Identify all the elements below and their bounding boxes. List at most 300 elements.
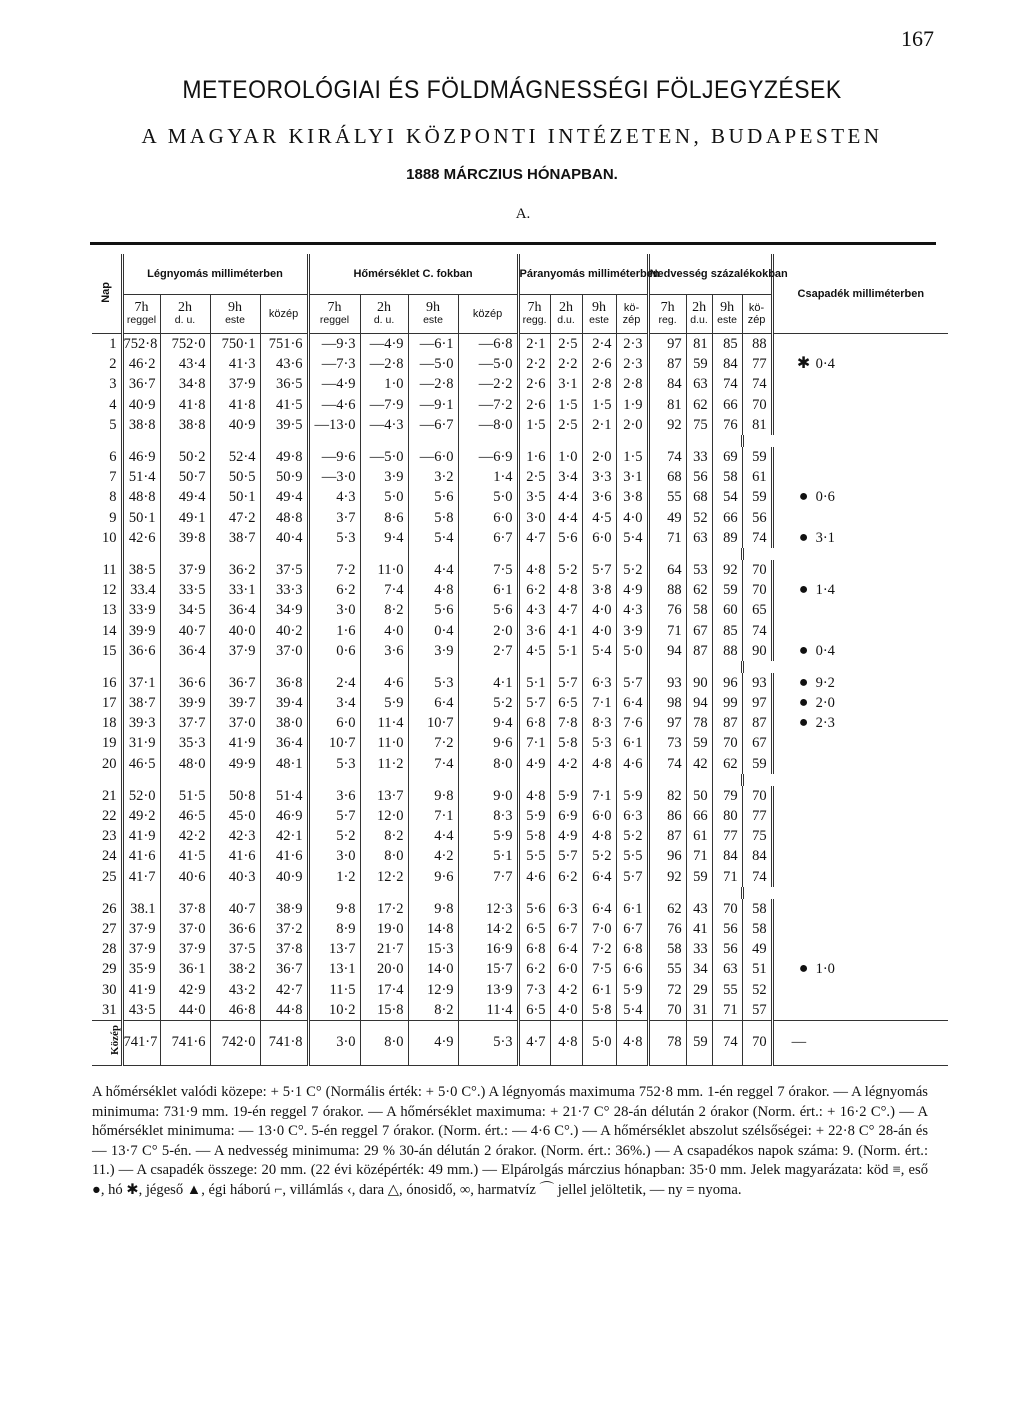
vapour-cell: 5·5 (616, 846, 648, 866)
vapour-cell: 1·6 (518, 447, 550, 467)
period-label: regg. (522, 314, 547, 326)
pressure-cell: 50·2 (160, 447, 210, 467)
humidity-cell: 97 (742, 693, 772, 713)
temperature-cell: 1·2 (308, 867, 360, 887)
rain-icon: ● (798, 488, 809, 506)
vapour-cell: 2·6 (518, 374, 550, 394)
pressure-cell: 41·3 (210, 354, 260, 374)
temperature-cell: 5·8 (408, 508, 458, 528)
temperature-cell: —6·0 (408, 447, 458, 467)
pressure-cell: 46·5 (122, 754, 160, 774)
humidity-cell: 84 (712, 354, 742, 374)
temperature-cell: 5·2 (308, 826, 360, 846)
humidity-cell: 66 (686, 806, 712, 826)
pressure-cell: 43·5 (122, 1000, 160, 1021)
pressure-cell: 37·0 (210, 713, 260, 733)
temperature-cell: 12·3 (458, 899, 518, 919)
spacer-cell (122, 435, 160, 447)
pressure-cell: 33.4 (122, 580, 160, 600)
vapour-cell: 5·2 (582, 846, 616, 866)
pressure-cell: 50·8 (210, 786, 260, 806)
humidity-cell: 70 (648, 1000, 686, 1021)
temperature-cell: 11·0 (360, 560, 408, 580)
pressure-cell: 41·9 (122, 826, 160, 846)
humidity-cell: 68 (648, 467, 686, 487)
pressure-cell: 38·0 (260, 713, 308, 733)
average-value: 5·3 (458, 1020, 518, 1065)
temperature-cell: —9·1 (408, 395, 458, 415)
precipitation-amount: 2·3 (815, 715, 835, 732)
vapour-cell: 5·2 (616, 826, 648, 846)
spacer-cell (408, 774, 458, 786)
pressure-cell: 46·8 (210, 1000, 260, 1021)
temperature-cell: 7·2 (408, 733, 458, 753)
temperature-cell: 12·0 (360, 806, 408, 826)
table-row (92, 528, 948, 548)
temperature-cell: —13·0 (308, 415, 360, 435)
spacer-cell (686, 887, 712, 899)
vapour-cell: 6·3 (616, 806, 648, 826)
pressure-cell: 40·9 (260, 867, 308, 887)
pressure-cell: 37·9 (160, 560, 210, 580)
spacer-cell (408, 661, 458, 673)
temperature-cell: —3·0 (308, 467, 360, 487)
hour-label: 7h (134, 300, 149, 315)
spacer-cell (360, 661, 408, 673)
humidity-cell: 88 (712, 641, 742, 661)
summary-text: A hőmérséklet valódi közepe: + 5·1 C° (Normális érték: + 5·0 C°.) A légnyomás maximuma 752·8 mm. 1-én reggel 7 órakor. — A légnyomás minimuma: 731·9 mm. 19-én reggel 7 órakor. — A hőmérséklet maximuma: + 21·7 C° 28-án délután 2 órakor (Norm. ért.: + 16·2 C°.) — A hőmérséklet minimuma: — 13·0 C°. 5-én reggel 7 órakor. (Norm. ért.: — 4·6 C°.) — A hőmérséklet abszolut szélsőségei: + 22·8 C° 28-án és — 13·7 C° 5-én. — A nedvesség minimuma: 29 % 30-án délután 2 órakor. (Norm. ért.: 36%.) — A csapadékos napok száma: 9. (Norm. ért.: 11.) — A csapadék összege: 20 mm. (22 évi középérték: 49 mm.) — Elpárolgás márczius hónapban: 35·0 mm. Jelek magyarázata: köd ≡, eső ●, hó ✱, jégeső ▲, égi háború ⌐, villámlás ‹, dara △, ónosidő, ∞, harmatvíz ⌒ jellel jelöltetik, — ny = nyoma. (92, 1084, 928, 1198)
pressure-9h-header (210, 295, 260, 334)
spacer-cell (260, 548, 308, 560)
table-row (92, 580, 948, 600)
humidity-cell: 81 (742, 415, 772, 435)
vapour-cell: 5·9 (518, 806, 550, 826)
vapour-cell: 8·3 (582, 713, 616, 733)
day-number: 9 (109, 509, 117, 526)
period-label: este (225, 314, 245, 326)
pressure-cell: 41·6 (210, 846, 260, 866)
humidity-cell: 70 (742, 395, 772, 415)
spacer-cell (260, 774, 308, 786)
period-label: d.u. (557, 314, 575, 326)
temperature-cell: —7·3 (308, 354, 360, 374)
vapour-cell: 6·0 (582, 806, 616, 826)
humidity-cell: 56 (742, 508, 772, 528)
spacer-cell (616, 548, 648, 560)
pressure-cell: 751·6 (260, 334, 308, 355)
humidity-cell: 88 (742, 334, 772, 355)
table-row (92, 447, 948, 467)
spacer-cell (518, 774, 550, 786)
humidity-cell: 74 (648, 447, 686, 467)
average-value: 59 (686, 1020, 712, 1065)
spacer-cell (408, 548, 458, 560)
humidity-cell: 66 (712, 395, 742, 415)
spacer-cell (458, 774, 518, 786)
spacer-cell (712, 887, 742, 899)
spacer-cell (210, 548, 260, 560)
humidity-mean-header: kö-zép (742, 295, 772, 334)
vapour-cell: 2·1 (582, 415, 616, 435)
vapour-cell: 5·0 (616, 641, 648, 661)
humidity-cell: 63 (712, 959, 742, 979)
temperature-cell: 5·2 (458, 693, 518, 713)
precipitation-cell (772, 580, 948, 600)
vapour-cell: 3·9 (616, 620, 648, 640)
temperature-cell: 9·8 (308, 899, 360, 919)
pressure-cell: 39·9 (160, 693, 210, 713)
temperature-cell: 5·3 (308, 528, 360, 548)
spacer-cell (160, 774, 210, 786)
table-row (92, 919, 948, 939)
pressure-cell: 49·4 (260, 487, 308, 507)
spacer-cell (260, 887, 308, 899)
vapour-2h-header (550, 295, 582, 334)
temperature-cell: 4·0 (360, 620, 408, 640)
temperature-header: Hőmérséklet C. fokban (308, 254, 518, 295)
table-row (92, 979, 948, 999)
temperature-cell: 4·4 (408, 560, 458, 580)
humidity-cell: 59 (742, 754, 772, 774)
vapour-cell: 6·2 (550, 867, 582, 887)
humidity-7h-header (648, 295, 686, 334)
vapour-cell: 4·0 (616, 508, 648, 528)
spacer-cell (260, 661, 308, 673)
pressure-cell: 50·1 (210, 487, 260, 507)
spacer-cell (308, 887, 360, 899)
humidity-cell: 67 (686, 620, 712, 640)
temperature-cell: —8·0 (458, 415, 518, 435)
humidity-cell: 74 (742, 867, 772, 887)
pressure-cell: 41·9 (122, 979, 160, 999)
pressure-cell: 37·8 (160, 899, 210, 919)
period-label: d.u. (690, 314, 708, 326)
spacer-cell (686, 435, 712, 447)
temperature-cell: —5·0 (360, 447, 408, 467)
humidity-cell: 90 (686, 673, 712, 693)
pressure-cell: 42·7 (260, 979, 308, 999)
pressure-cell: 37·0 (260, 641, 308, 661)
pressure-cell: 39·3 (122, 713, 160, 733)
humidity-cell: 99 (712, 693, 742, 713)
vapour-cell: 7·1 (518, 733, 550, 753)
temperature-cell: 3·4 (308, 693, 360, 713)
humidity-cell: 70 (712, 899, 742, 919)
precipitation-amount: 0·4 (815, 356, 835, 373)
humidity-cell: 74 (712, 374, 742, 394)
vapour-7h-header (518, 295, 550, 334)
temperature-cell: 0·6 (308, 641, 360, 661)
pressure-cell: 40·3 (210, 867, 260, 887)
pressure-cell: 40·7 (210, 899, 260, 919)
temperature-cell: 11·4 (458, 1000, 518, 1021)
precipitation-cell (772, 354, 948, 374)
average-value: 78 (648, 1020, 686, 1065)
pressure-cell: 40·6 (160, 867, 210, 887)
vapour-cell: 5·6 (518, 899, 550, 919)
temperature-cell: 13·1 (308, 959, 360, 979)
pressure-cell: 41·8 (160, 395, 210, 415)
pressure-cell: 38·7 (210, 528, 260, 548)
vapour-cell: 4·2 (550, 754, 582, 774)
vapour-cell: 6·1 (616, 899, 648, 919)
temperature-cell: 9·4 (360, 528, 408, 548)
period-label: este (589, 314, 609, 326)
day-number: 7 (109, 469, 117, 486)
pressure-cell: 41·6 (122, 846, 160, 866)
humidity-cell: 71 (648, 620, 686, 640)
precipitation-cell (772, 673, 948, 693)
table-row (92, 693, 948, 713)
vapour-cell: 3·5 (518, 487, 550, 507)
spacer-cell (458, 661, 518, 673)
temperature-cell: 17·2 (360, 899, 408, 919)
temperature-cell: —6·9 (458, 447, 518, 467)
temperature-cell: 17·4 (360, 979, 408, 999)
humidity-cell: 94 (686, 693, 712, 713)
vapour-cell: 4·9 (616, 580, 648, 600)
precipitation-cell (772, 600, 948, 620)
precipitation-header: Csapadék milliméterben (772, 254, 948, 334)
spacer-cell (360, 774, 408, 786)
vapour-cell: 6·0 (582, 528, 616, 548)
average-label: Közép (108, 1025, 121, 1056)
humidity-cell: 59 (712, 580, 742, 600)
temperature-cell: 11·5 (308, 979, 360, 999)
day-number: 13 (102, 602, 117, 619)
vapour-cell: 5·7 (616, 867, 648, 887)
temperature-cell: 5·6 (458, 600, 518, 620)
pressure-cell: 752·0 (160, 334, 210, 355)
table-row (92, 374, 948, 394)
pressure-cell: 39·9 (122, 620, 160, 640)
pressure-cell: 43·2 (210, 979, 260, 999)
pressure-cell: 38·2 (210, 959, 260, 979)
temperature-cell: 9·4 (458, 713, 518, 733)
day-number: 17 (102, 695, 117, 712)
average-row (92, 1020, 948, 1065)
day-header (92, 254, 122, 334)
humidity-cell: 71 (712, 867, 742, 887)
period-label: este (423, 314, 443, 326)
pressure-cell: 51·5 (160, 786, 210, 806)
average-value: 74 (712, 1020, 742, 1065)
pressure-cell: 37·9 (210, 641, 260, 661)
spacer-cell (210, 435, 260, 447)
period-label: reggel (319, 314, 350, 326)
vapour-cell: 2·0 (616, 415, 648, 435)
vapour-cell: 3·0 (518, 508, 550, 528)
humidity-cell: 59 (686, 867, 712, 887)
pressure-cell: 40·4 (260, 528, 308, 548)
spacer-cell (122, 774, 160, 786)
temperature-cell: —9·3 (308, 334, 360, 355)
day-number: 20 (102, 755, 117, 772)
temperature-cell: 14·8 (408, 919, 458, 939)
humidity-cell: 41 (686, 919, 712, 939)
pressure-7h-header (122, 295, 160, 334)
humidity-cell: 59 (686, 354, 712, 374)
table-row (92, 487, 948, 507)
temperature-cell: 21·7 (360, 939, 408, 959)
humidity-cell: 52 (742, 979, 772, 999)
humidity-cell: 66 (712, 508, 742, 528)
temperature-cell: 5·7 (308, 806, 360, 826)
spacer-cell (160, 661, 210, 673)
temperature-cell: 4·2 (408, 846, 458, 866)
table-row (92, 395, 948, 415)
humidity-cell: 75 (686, 415, 712, 435)
humidity-cell: 79 (712, 786, 742, 806)
spacer-cell (160, 435, 210, 447)
average-label-cell (92, 1020, 122, 1065)
spacer-cell (92, 774, 122, 786)
spacer-cell (92, 548, 122, 560)
pressure-cell: 36·1 (160, 959, 210, 979)
rain-icon: ● (798, 673, 809, 691)
day-number: 23 (102, 828, 117, 845)
spacer-cell (616, 774, 648, 786)
vapour-cell: 4·0 (550, 1000, 582, 1021)
spacer-cell (712, 774, 742, 786)
temperature-cell: —2·8 (408, 374, 458, 394)
temperature-cell: —4·6 (308, 395, 360, 415)
temperature-cell: 3·9 (360, 467, 408, 487)
pressure-cell: 48·1 (260, 754, 308, 774)
temperature-cell: 6·7 (458, 528, 518, 548)
humidity-cell: 49 (742, 939, 772, 959)
temperature-cell: 8·9 (308, 919, 360, 939)
pressure-cell: 37·2 (260, 919, 308, 939)
vapour-cell: 5·8 (582, 1000, 616, 1021)
temperature-cell: 19·0 (360, 919, 408, 939)
precipitation-cell (772, 395, 948, 415)
temperature-cell: 3·6 (308, 786, 360, 806)
humidity-cell: 60 (712, 600, 742, 620)
temperature-cell: 3·6 (360, 641, 408, 661)
vapour-cell: 3·1 (550, 374, 582, 394)
humidity-cell: 59 (742, 447, 772, 467)
spacer-cell (742, 548, 772, 560)
spacer-cell (686, 548, 712, 560)
vapour-cell: 2·0 (582, 447, 616, 467)
vapour-cell: 3·8 (616, 487, 648, 507)
spacer-cell (550, 548, 582, 560)
vapour-cell: 2·8 (616, 374, 648, 394)
vapour-cell: 7·1 (582, 786, 616, 806)
vapour-cell: 5·7 (550, 673, 582, 693)
temperature-cell: 5·9 (360, 693, 408, 713)
vapour-cell: 6·8 (518, 939, 550, 959)
humidity-cell: 55 (648, 487, 686, 507)
vapour-cell: 4·5 (518, 641, 550, 661)
spacer-cell (160, 887, 210, 899)
table-row (92, 959, 948, 979)
spacer-cell (582, 774, 616, 786)
spacer-cell (308, 548, 360, 560)
vapour-cell: 5·3 (582, 733, 616, 753)
pressure-cell: 36·4 (210, 600, 260, 620)
temperature-cell: 11·2 (360, 754, 408, 774)
spacer-cell (92, 435, 122, 447)
spacer-cell (408, 435, 458, 447)
vapour-cell: 1·5 (582, 395, 616, 415)
spacer-cell (648, 435, 686, 447)
vapour-cell: 6·4 (616, 693, 648, 713)
vapour-cell: 5·8 (518, 826, 550, 846)
humidity-cell: 51 (742, 959, 772, 979)
humidity-cell: 58 (742, 919, 772, 939)
temperature-cell: 5·4 (408, 528, 458, 548)
day-number: 3 (109, 376, 117, 393)
day-number: 10 (102, 529, 117, 546)
day-number: 2 (109, 356, 117, 373)
precipitation-cell (772, 806, 948, 826)
humidity-cell: 49 (648, 508, 686, 528)
vapour-cell: 4·1 (550, 620, 582, 640)
precipitation-amount: 1·0 (815, 961, 835, 978)
spacer-cell (458, 887, 518, 899)
vapour-cell: 4·7 (518, 528, 550, 548)
precipitation-amount: 0·6 (815, 489, 835, 506)
vapour-cell: 4·2 (550, 979, 582, 999)
pressure-cell: 52·0 (122, 786, 160, 806)
humidity-cell: 57 (742, 1000, 772, 1021)
humidity-cell: 97 (648, 334, 686, 355)
spacer-cell (742, 774, 772, 786)
vapour-cell: 5·1 (518, 673, 550, 693)
vapour-cell: 4·8 (582, 754, 616, 774)
vapour-cell: 3·8 (582, 580, 616, 600)
humidity-cell: 77 (712, 826, 742, 846)
vapour-cell: 4·9 (550, 826, 582, 846)
vapour-cell: 2·2 (518, 354, 550, 374)
humidity-header: Nedvesség százalékokban (648, 254, 772, 295)
hour-label: 7h (527, 300, 542, 315)
humidity-cell: 62 (686, 580, 712, 600)
vapour-cell: 7·2 (582, 939, 616, 959)
humidity-cell: 77 (742, 354, 772, 374)
precipitation-cell (772, 508, 948, 528)
pressure-cell: 42·2 (160, 826, 210, 846)
rain-icon: ● (798, 960, 809, 978)
spacer-cell (712, 435, 742, 447)
hour-label: 9h (720, 300, 735, 315)
pressure-cell: 36·8 (260, 673, 308, 693)
pressure-header: Légnyomás milliméterben (122, 254, 308, 295)
vapour-cell: 5·9 (616, 979, 648, 999)
pressure-cell: 40·2 (260, 620, 308, 640)
snow-icon: ✱ (796, 355, 811, 373)
pressure-cell: 46·9 (122, 447, 160, 467)
humidity-cell: 90 (742, 641, 772, 661)
vapour-mean-header: kö-zép (616, 295, 648, 334)
humidity-cell: 76 (648, 919, 686, 939)
spacer-cell (210, 774, 260, 786)
summary-notes (92, 1083, 928, 1201)
vapour-cell: 6·8 (518, 713, 550, 733)
humidity-cell: 84 (712, 846, 742, 866)
humidity-cell: 63 (686, 374, 712, 394)
temperature-9h-header (408, 295, 458, 334)
vapour-cell: 6·9 (550, 806, 582, 826)
temperature-cell: 5·9 (458, 826, 518, 846)
spacer-cell (518, 435, 550, 447)
pressure-cell: 50·1 (122, 508, 160, 528)
vapour-cell: 6·7 (616, 919, 648, 939)
group-spacer (92, 435, 948, 447)
table-row (92, 334, 948, 355)
